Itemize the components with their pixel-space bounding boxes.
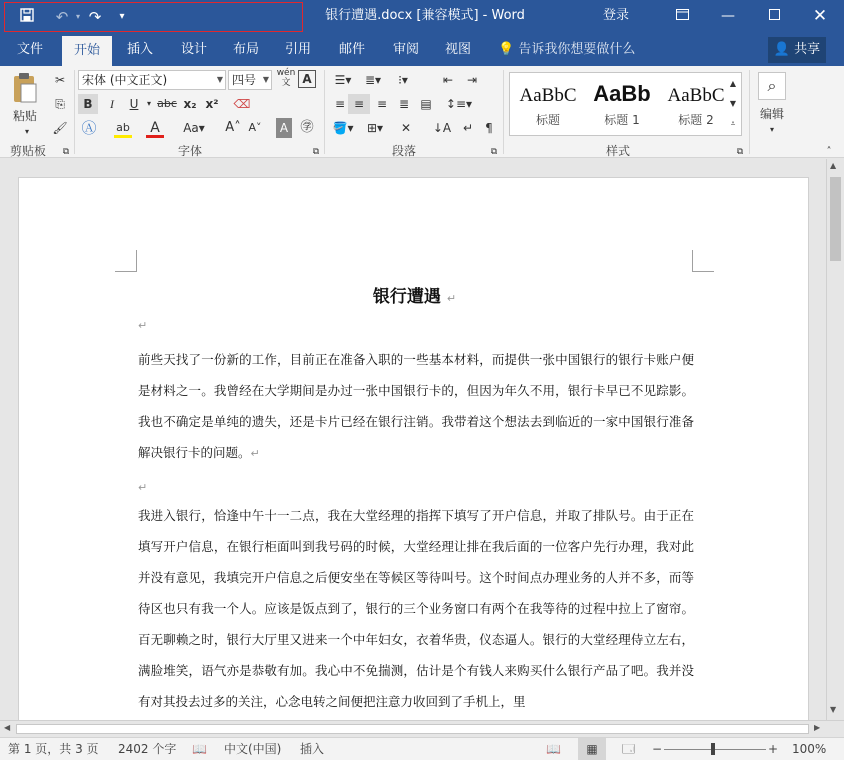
editing-button[interactable]: 编辑 (759, 107, 784, 121)
editing-dropdown-icon[interactable]: ▾ (769, 125, 774, 134)
paragraph-launcher-icon[interactable]: ⧉ (490, 147, 498, 157)
zoom-level[interactable]: 100% (792, 742, 827, 756)
share-label: 共享 (794, 42, 821, 57)
font-name-value: 宋体 (中文正文) (82, 73, 168, 87)
lightbulb-icon: 💡 (498, 42, 515, 57)
styles-group-label: 样式 (606, 144, 631, 158)
style-sample: AaBbC (519, 85, 577, 106)
search-icon[interactable]: ⌕ (758, 72, 786, 100)
font-name-select[interactable] (78, 70, 226, 90)
sort-icon[interactable]: ↓A (432, 121, 452, 135)
show-formatting-icon[interactable]: ↵ (462, 121, 474, 135)
paragraph-mark-icon[interactable]: ¶ (485, 121, 493, 135)
customize-qat-icon[interactable]: ▾ (119, 11, 125, 22)
font-launcher-icon[interactable]: ⧉ (312, 147, 320, 157)
zoom-in-icon[interactable]: + (768, 742, 779, 756)
styles-launcher-icon[interactable]: ⧉ (736, 147, 744, 157)
styles-scroll-up-icon[interactable]: ▲ (729, 79, 737, 88)
font-size-value: 四号 (232, 73, 257, 87)
superscript-icon[interactable]: x² (205, 97, 219, 111)
style-heading-2[interactable] (660, 73, 732, 135)
paragraph-mark-icon: ↵ (138, 481, 148, 494)
font-color-icon[interactable]: A (146, 118, 164, 138)
divider (324, 70, 325, 154)
style-sample: AaBbC (667, 85, 725, 106)
paragraph-mark-icon: ↵ (446, 292, 457, 305)
style-title[interactable] (512, 73, 584, 135)
collapse-ribbon-icon[interactable]: ˄ (826, 146, 832, 157)
character-border-text: A (302, 72, 312, 86)
horizontal-scrollbar[interactable] (0, 720, 844, 737)
horizontal-scroll-thumb[interactable] (16, 724, 809, 734)
tell-me-search[interactable] (498, 34, 635, 66)
ribbon-home (0, 66, 844, 158)
person-icon: 👤 (773, 42, 791, 57)
styles-scroll-down-icon[interactable]: ▼ (729, 99, 737, 108)
paragraph-text: 前些天找了一份新的工作，目前正在准备入职的一些基本材料，而提供一张中国银行的银行卡账户便是材料之一。我曾经在大学期间是办过一张中国银行卡的，但因为年久不用，银行卡早已不见踪影。我也不确定是单纯的遗失，还是卡片已经在银行注销。我带着这个想法去到临近的一家中国银行准备解决银行卡的问题。 (138, 352, 694, 460)
paragraph-text: 我进入银行，恰逢中午十一二点，我在大堂经理的指挥下填写了开户信息，并取了排队号。由于正在填写开户信息，在银行柜面叫到我号码的时候，大堂经理让排在我后面的一位客户先行办理，我对此并没有意见，我填完开户信息之后便安坐在等候区等待叫号。这个时间点办理业务的人并不多，而等待区也只有我一个人。应该是饭点到了，银行的三个业务窗口有两个在我等待的过程中拉上了窗帘。百无聊赖之时，银行大厅里又进来一个中年妇女，衣着华贵，仪态逼人。银行的大堂经理侍立左右，满脸堆笑，语气亦是恭敬有加。我心中不免揣测，估计是个有钱人来购买什么银行产品了吧。我并没有对其投去过多的关注，心念电转之间便把注意力收回到了手机上，里 (138, 508, 694, 709)
scroll-left-icon[interactable]: ◀ (4, 723, 11, 732)
tell-me-text: 告诉我你想要做什么 (518, 42, 636, 57)
redo-icon[interactable]: ↷ (88, 8, 102, 26)
quick-access-toolbar (4, 2, 303, 32)
empty-paragraph-mark (138, 480, 694, 495)
tab-review[interactable]: 审阅 (392, 42, 419, 57)
bold-icon[interactable]: B (78, 94, 98, 114)
format-painter-icon[interactable]: 🖌 (52, 121, 68, 135)
numbering-icon[interactable]: ≣▾ (364, 73, 382, 87)
clipboard-launcher-icon[interactable]: ⧉ (62, 147, 70, 157)
window-title: 银行遭遇.docx [兼容模式] - Word (325, 8, 525, 23)
undo-icon[interactable]: ↶ (55, 8, 69, 26)
phonetic-guide-text: wén (276, 68, 296, 78)
web-layout-icon[interactable]: 🗔 (622, 742, 636, 756)
minimize-icon[interactable]: — (721, 8, 735, 24)
document-page[interactable] (18, 177, 809, 720)
character-shading-icon[interactable]: A (276, 118, 292, 138)
underline-icon[interactable]: U (129, 97, 139, 111)
tab-design[interactable]: 设计 (180, 42, 207, 57)
styles-gallery (509, 72, 742, 136)
style-name: 标题 2 (678, 113, 714, 127)
zoom-out-icon[interactable]: − (652, 742, 663, 756)
document-title-text: 银行遭遇 (372, 287, 441, 307)
text-effects-icon[interactable]: Ⓐ (81, 119, 97, 137)
tab-references[interactable]: 引用 (284, 42, 311, 57)
font-group-label: 字体 (178, 144, 203, 158)
paste-button[interactable]: 粘贴 (12, 109, 37, 123)
subscript-icon[interactable]: x₂ (183, 97, 197, 111)
share-button[interactable] (768, 37, 826, 63)
change-case-icon[interactable]: Aa▾ (183, 121, 205, 135)
align-right-icon[interactable]: ≡ (376, 97, 388, 111)
vertical-scrollbar[interactable] (826, 159, 844, 720)
insert-mode[interactable]: 插入 (300, 742, 325, 756)
enclose-characters-icon[interactable]: ㊫ (300, 120, 314, 135)
tab-layout[interactable]: 布局 (232, 42, 259, 57)
phonetic-guide-icon[interactable]: wén 文 (276, 68, 296, 88)
zoom-slider-thumb[interactable] (711, 743, 715, 755)
align-center-icon[interactable]: ≡ (348, 94, 370, 114)
undo-dropdown-icon[interactable]: ▾ (75, 12, 80, 21)
tab-file[interactable]: 文件 (16, 42, 43, 57)
page-count[interactable]: 第 1 页，共 3 页 (8, 742, 99, 756)
grow-font-icon[interactable]: A˄ (225, 120, 241, 135)
style-sample: AaBb (593, 81, 651, 106)
tab-insert[interactable]: 插入 (126, 42, 153, 57)
document-title[interactable] (19, 282, 810, 307)
tab-view[interactable]: 视图 (444, 42, 471, 57)
scroll-right-icon[interactable]: ▶ (814, 723, 821, 732)
divider (749, 70, 750, 154)
decrease-indent-icon[interactable]: ⇤ (442, 73, 454, 87)
paragraph-mark-icon: ↵ (138, 319, 148, 332)
chevron-down-icon: ▼ (262, 75, 269, 84)
margin-corner-mark (115, 250, 137, 272)
style-name: 标题 (535, 113, 560, 127)
divider (503, 70, 504, 154)
title-bar (0, 0, 844, 34)
justify-icon[interactable]: ≣ (398, 97, 410, 111)
login-link[interactable]: 登录 (603, 8, 630, 23)
vertical-scroll-thumb[interactable] (830, 177, 841, 261)
clear-formatting-icon[interactable]: ⌫ (233, 97, 251, 111)
style-name: 标题 1 (604, 113, 640, 127)
tab-mailings[interactable]: 邮件 (338, 42, 365, 57)
zoom-slider-track[interactable] (664, 749, 766, 750)
chinese-layout-icon[interactable]: ✕ (400, 121, 412, 135)
margin-corner-mark (692, 250, 714, 272)
multilevel-list-icon[interactable]: ⁝▾ (398, 73, 408, 87)
chevron-down-icon: ▼ (216, 75, 223, 84)
underline-dropdown-icon[interactable]: ▾ (146, 99, 151, 108)
shading-icon[interactable]: 🪣▾ (332, 121, 354, 135)
italic-icon[interactable]: I (110, 97, 114, 111)
line-spacing-icon[interactable]: ↕≡▾ (445, 97, 473, 111)
language[interactable]: 中文(中国) (224, 742, 282, 756)
paste-icon[interactable] (10, 72, 40, 106)
clipboard-group-label: 剪贴板 (10, 144, 47, 158)
paragraph-group-label: 段落 (392, 144, 417, 158)
styles-more-icon[interactable]: ⩡ (730, 119, 736, 128)
font-size-select[interactable] (228, 70, 272, 90)
proofing-icon[interactable]: 📖 (192, 742, 207, 756)
read-mode-icon[interactable]: 📖 (546, 742, 561, 756)
bullets-icon[interactable]: ☰▾ (334, 73, 352, 87)
borders-icon[interactable]: ⊞▾ (366, 121, 384, 135)
empty-paragraph-mark (138, 318, 694, 333)
character-border-icon[interactable] (298, 70, 316, 88)
distributed-icon[interactable]: ▤ (420, 97, 432, 111)
document-area (0, 159, 826, 720)
copy-icon[interactable]: ⎘ (55, 97, 65, 111)
paste-dropdown-icon[interactable]: ▾ (24, 127, 29, 136)
align-left-icon[interactable]: ≡ (334, 97, 346, 111)
ribbon-display-options-icon[interactable] (660, 0, 704, 32)
paragraph-mark-icon: ↵ (250, 447, 260, 460)
tab-home[interactable]: 开始 (62, 36, 112, 66)
print-layout-icon[interactable]: ▦ (578, 738, 606, 760)
status-bar (0, 737, 844, 760)
strikethrough-icon[interactable]: abc (157, 97, 177, 110)
close-icon[interactable]: ✕ (812, 6, 828, 26)
body-paragraph[interactable] (138, 500, 694, 717)
increase-indent-icon[interactable]: ⇥ (466, 73, 478, 87)
style-heading-1[interactable] (586, 73, 658, 135)
shrink-font-icon[interactable]: A˅ (248, 121, 262, 134)
word-count[interactable]: 2402 个字 (118, 742, 177, 756)
cut-icon[interactable]: ✂ (54, 73, 66, 87)
save-icon[interactable] (16, 7, 38, 27)
scroll-up-icon[interactable]: ▲ (830, 161, 837, 170)
maximize-icon[interactable] (752, 0, 796, 32)
scroll-down-icon[interactable]: ▼ (830, 705, 837, 714)
highlight-color-icon[interactable]: ab (114, 118, 132, 138)
body-paragraph[interactable] (138, 344, 694, 469)
divider (74, 70, 75, 154)
ribbon-tab-bar (0, 34, 844, 66)
